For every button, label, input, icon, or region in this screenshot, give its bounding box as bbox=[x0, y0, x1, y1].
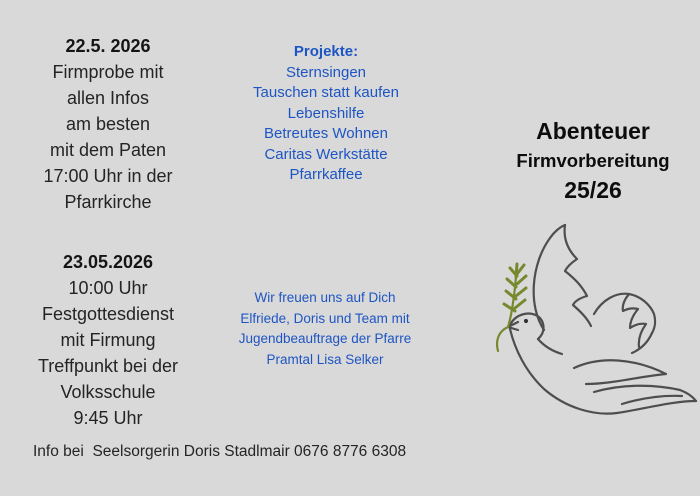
dove-with-olive-branch-illustration bbox=[482, 218, 698, 430]
dove-lines bbox=[508, 225, 696, 414]
event-1-line: 17:00 Uhr in der bbox=[43, 166, 173, 186]
event-block-1 bbox=[14, 33, 202, 215]
greeting-line: Jugendbeauftrage der Pfarre bbox=[238, 331, 412, 346]
event-1-line: Firmprobe mit bbox=[52, 62, 164, 82]
event-2-line: mit Firmung bbox=[60, 330, 156, 350]
event-1-line: am besten bbox=[65, 114, 151, 134]
title-line-3: 25/26 bbox=[564, 177, 622, 203]
project-item: Betreutes Wohnen bbox=[264, 125, 388, 142]
title-line-2: Firmvorbereitung bbox=[516, 150, 670, 171]
projects-list bbox=[230, 42, 422, 186]
event-2-date: 23.05.2026 bbox=[62, 252, 154, 272]
event-2-line: 10:00 Uhr bbox=[68, 278, 148, 298]
event-2-line: Festgottesdienst bbox=[41, 304, 175, 324]
event-1-date: 22.5. 2026 bbox=[65, 36, 151, 56]
greeting-line: Pramtal Lisa Selker bbox=[266, 351, 384, 367]
contact-info: Info bei Seelsorgerin Doris Stadlmair 0676 8776 6308 bbox=[33, 443, 407, 460]
event-1-line: Pfarrkirche bbox=[64, 192, 152, 212]
event-2-line: 9:45 Uhr bbox=[73, 408, 143, 428]
project-item: Lebenshilfe bbox=[287, 104, 365, 122]
title-line-1: Abenteuer bbox=[536, 118, 650, 144]
event-1-line: mit dem Paten bbox=[49, 140, 167, 160]
page-title bbox=[488, 116, 698, 205]
dove-illustration-svg bbox=[482, 218, 698, 430]
greeting-text bbox=[225, 288, 425, 370]
greeting-line: Wir freuen uns auf Dich bbox=[254, 290, 396, 305]
event-2-line: Volksschule bbox=[60, 382, 156, 402]
event-2-line: Treffpunkt bei der bbox=[37, 356, 179, 376]
projects-heading: Projekte: bbox=[293, 43, 359, 60]
dove-eye bbox=[524, 319, 528, 323]
event-block-2 bbox=[14, 249, 202, 431]
event-1-line: allen Infos bbox=[66, 88, 150, 108]
project-item: Sternsingen bbox=[285, 63, 367, 81]
project-item: Tauschen statt kaufen bbox=[253, 84, 399, 101]
project-item: Caritas Werkstätte bbox=[264, 145, 388, 163]
greeting-line: Elfriede, Doris und Team mit bbox=[240, 310, 410, 326]
project-item: Pfarrkaffee bbox=[289, 166, 363, 183]
